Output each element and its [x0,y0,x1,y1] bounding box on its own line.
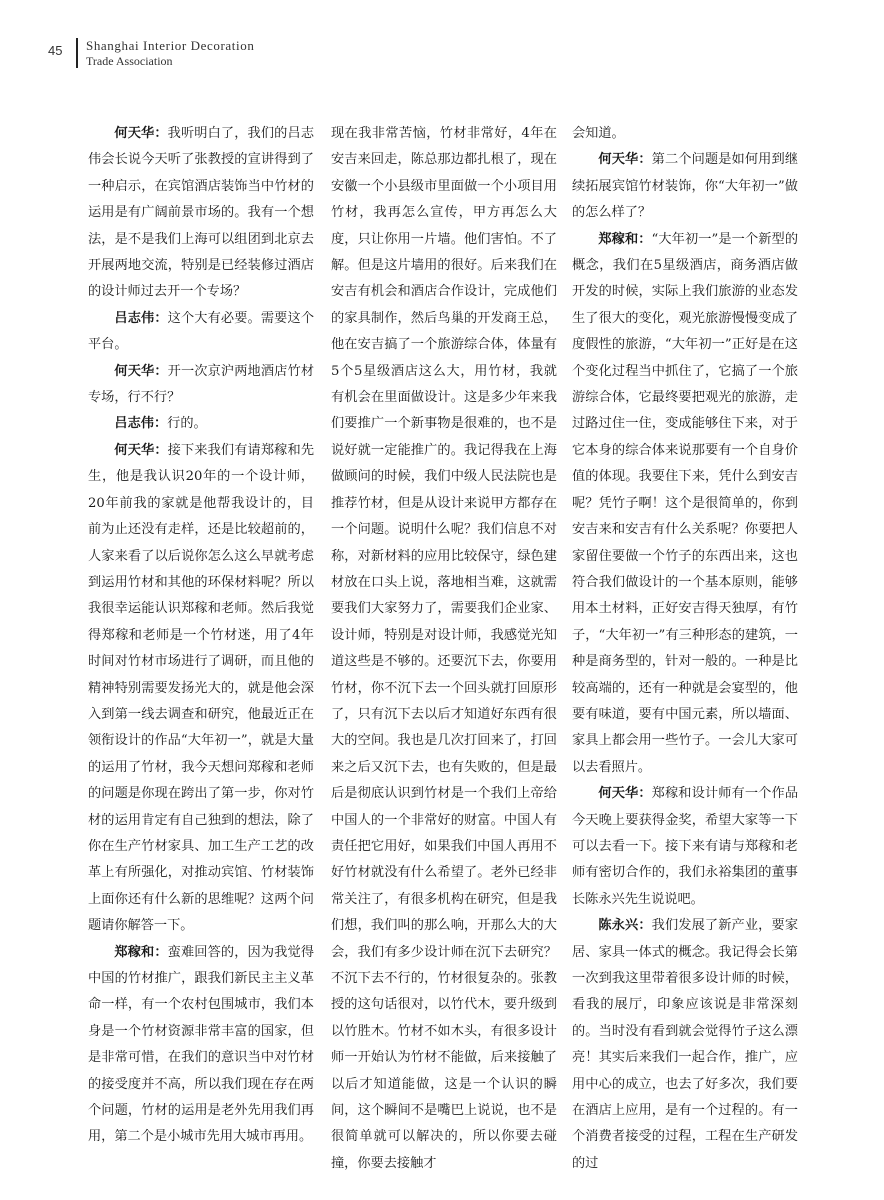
paragraph-text: 现在我非常苦恼，竹材非常好，4年在安吉来回走，陈总那边都扎根了，现在安徽一个小县级市里面做一个小项目用竹材，我再怎么宣传，甲方再怎么大度，只让你用一片墙。他们害怕。不了解。但是这片墙用的很好。后来我们在安吉有机会和酒店合作设计，完成他们的家具制作，然后鸟巢的开发商王总，他在安吉搞了一个旅游综合体，体量有5个5星级酒店这么大，用竹材，我就有机会在里面做设计。这是多少年来我们要推广一个新事物是很难的，也不是说好就一定能推广的。我记得我在上海做顾问的时候，我们中级人民法院也是推荐竹材，但是从设计来说甲方都存在一个问题。说明什么呢？我们信息不对称，对新材料的应用比较保守，绿色建材放在口头上说，落地相当难，这就需要我们大家努力了，需要我们企业家、设计师，特别是对设计师，我感觉光知道这些是不够的。还要沉下去，你要用竹材，你不沉下去一个回头就打回原形了，只有沉下去以后才知道好东西有很大的空间。我也是几次打回来了，打回来之后又沉下去，也有失败的，但是最后是彻底认识到竹材是一个我们上帝给中国人的一个非常好的财富。中国人有责任把它用好，如果我们中国人再用不好竹材就没有什么希望了。老外已经非常关注了，有很多机构在研究，但是我们想，我们叫的那么响，开那么大的大会，我们有多少设计师在沉下去研究？不沉下去不行的，竹材很复杂的。张教授的这句话很对，以竹代木，要升级到以竹胜木。竹材不如木头，有很多设计师一开始认为竹材不能做，后来接触了以后才知道能做，这是一个认识的瞬间，这个瞬间不是嘴巴上说说，也不是很简单就可以解决的，所以你要去碰撞，你要去接触才 [331,126,557,1171]
speaker-name: 何天华： [114,442,168,458]
paragraph [572,913,798,1177]
org-name-line1: Shanghai Interior Decoration [86,38,255,53]
paragraph [88,359,314,412]
paragraph-text: 蛮难回答的，因为我觉得中国的竹材推广，跟我们新民主主义革命一样，有一个农村包围城市，我们本身是一个竹材资源非常丰富的国家，但是非常可惜，在我们的意识当中对竹材的接受度并不高，所以我们现在存在两个问题，竹材的运用是老外先用我们再用，第二个是小城市先用大城市再用。 [88,944,315,1145]
speaker-name: 郑稼和： [598,231,652,247]
speaker-name: 何天华： [114,363,168,379]
paragraph [572,781,798,913]
speaker-name: 吕志伟： [114,310,168,326]
header-divider [76,38,78,68]
paragraph [331,121,557,1177]
paragraph-text: 会知道。 [572,126,625,141]
speaker-name: 何天华： [598,786,652,802]
speaker-name: 何天华： [114,126,168,141]
paragraph-text: 开一次京沪两地酒店竹材专场，行不行？ [88,363,315,406]
paragraph [88,306,314,359]
text-column-left [88,121,314,1151]
paragraph [88,438,314,940]
paragraph [88,940,314,1151]
page-header [0,0,884,90]
paragraph-text: 行的。 [167,416,207,432]
paragraph-text: 这个大有必要。需要这个平台。 [88,310,315,353]
text-column-right [572,121,798,1177]
paragraph-text: 第二个问题是如何用到继续拓展宾馆竹材装饰，你“大年初一”做的怎么样了？ [572,152,799,221]
org-name-line2: Trade Association [86,54,173,68]
paragraph [572,147,798,226]
paragraph-text: 接下来我们有请郑稼和先生，他是我认识20年的一个设计师，20年前我的家就是他帮我设计的，目前为止还没有走样，还是比较超前的，人家来看了以后说你怎么这么早就考虑到运用竹材和其他的环保材料呢？所以我很幸运能认识郑稼和老师。然后我觉得郑稼和老师是一个竹材迷，用了4年时间对竹材市场进行了调研，而且他的精神特别需要发扬光大的，就是他会深入到第一线去调查和研究，他最近正在领衔设计的作品“大年初一”，就是大量的运用了竹材，我今天想问郑稼和老师的问题是你现在跨出了第一步，你对竹材的运用肯定有自己独到的想法，除了你在生产竹材家具、加工生产工艺的改革上有所强化，对推动宾馆、竹材装饰上面你还有什么新的思维呢？这两个问题请你解答一下。 [88,442,315,934]
paragraph-text: 我听明白了，我们的吕志伟会长说今天听了张教授的宣讲得到了一种启示，在宾馆酒店装饰当中竹材的运用是有广阔前景市场的。我有一个想法，是不是我们上海可以组团到北京去开展两地交流，特别是已经装修过酒店的设计师过去开一个专场？ [88,126,315,300]
speaker-name: 何天华： [598,152,652,168]
paragraph-text: 我们发展了新产业，要家居、家具一体式的概念。我记得会长第一次到我这里带着很多设计师的时候，看我的展厅，印象应该说是非常深刻的。当时没有看到就会觉得竹子这么漂亮！其实后来我们一起合作，推广，应用中心的成立，也去了好多次，我们要在酒店上应用，是有一个过程的。有一个消费者接受的过程，工程在生产研发的过 [572,918,799,1171]
page-number: 45 [48,43,63,58]
speaker-name: 吕志伟： [114,416,168,432]
paragraph-text: “大年初一”是一个新型的概念，我们在5星级酒店，商务酒店做开发的时候，实际上我们旅游的业态发生了很大的变化，观光旅游慢慢变成了度假性的旅游，“大年初一”正好是在这个变化过程当中抓住了，它搞了一个旅游综合体，它最终要把观光的旅游，走过路过住一住，变成能够住下来，对于它本身的综合体来说那要有一个自身价值的体现。我要住下来，凭什么到安吉呢？凭竹子啊！这个是很简单的，你到安吉来和安吉有什么关系呢？你要把人家留住要做一个竹子的东西出来，这也符合我们做设计的一个基本原则，能够用本土材料，正好安吉得天独厚，有竹子，“大年初一”有三种形态的建筑，一种是商务型的，针对一般的。一种是比较高端的，还有一种就是会宴型的，他要有味道，要有中国元素，所以墙面、家具上都会用一些竹子。一会儿大家可以去看照片。 [572,231,799,775]
speaker-name: 郑稼和： [114,944,168,960]
paragraph [88,121,314,306]
text-column-middle [331,121,557,1177]
paragraph-text: 郑稼和设计师有一个作品今天晚上要获得金奖，希望大家等一下可以去看一下。接下来有请与郑稼和老师有密切合作的，我们永裕集团的董事长陈永兴先生说说吧。 [572,786,799,907]
paragraph [572,227,798,782]
paragraph [88,411,314,437]
paragraph [572,121,798,147]
speaker-name: 陈永兴： [598,918,652,934]
